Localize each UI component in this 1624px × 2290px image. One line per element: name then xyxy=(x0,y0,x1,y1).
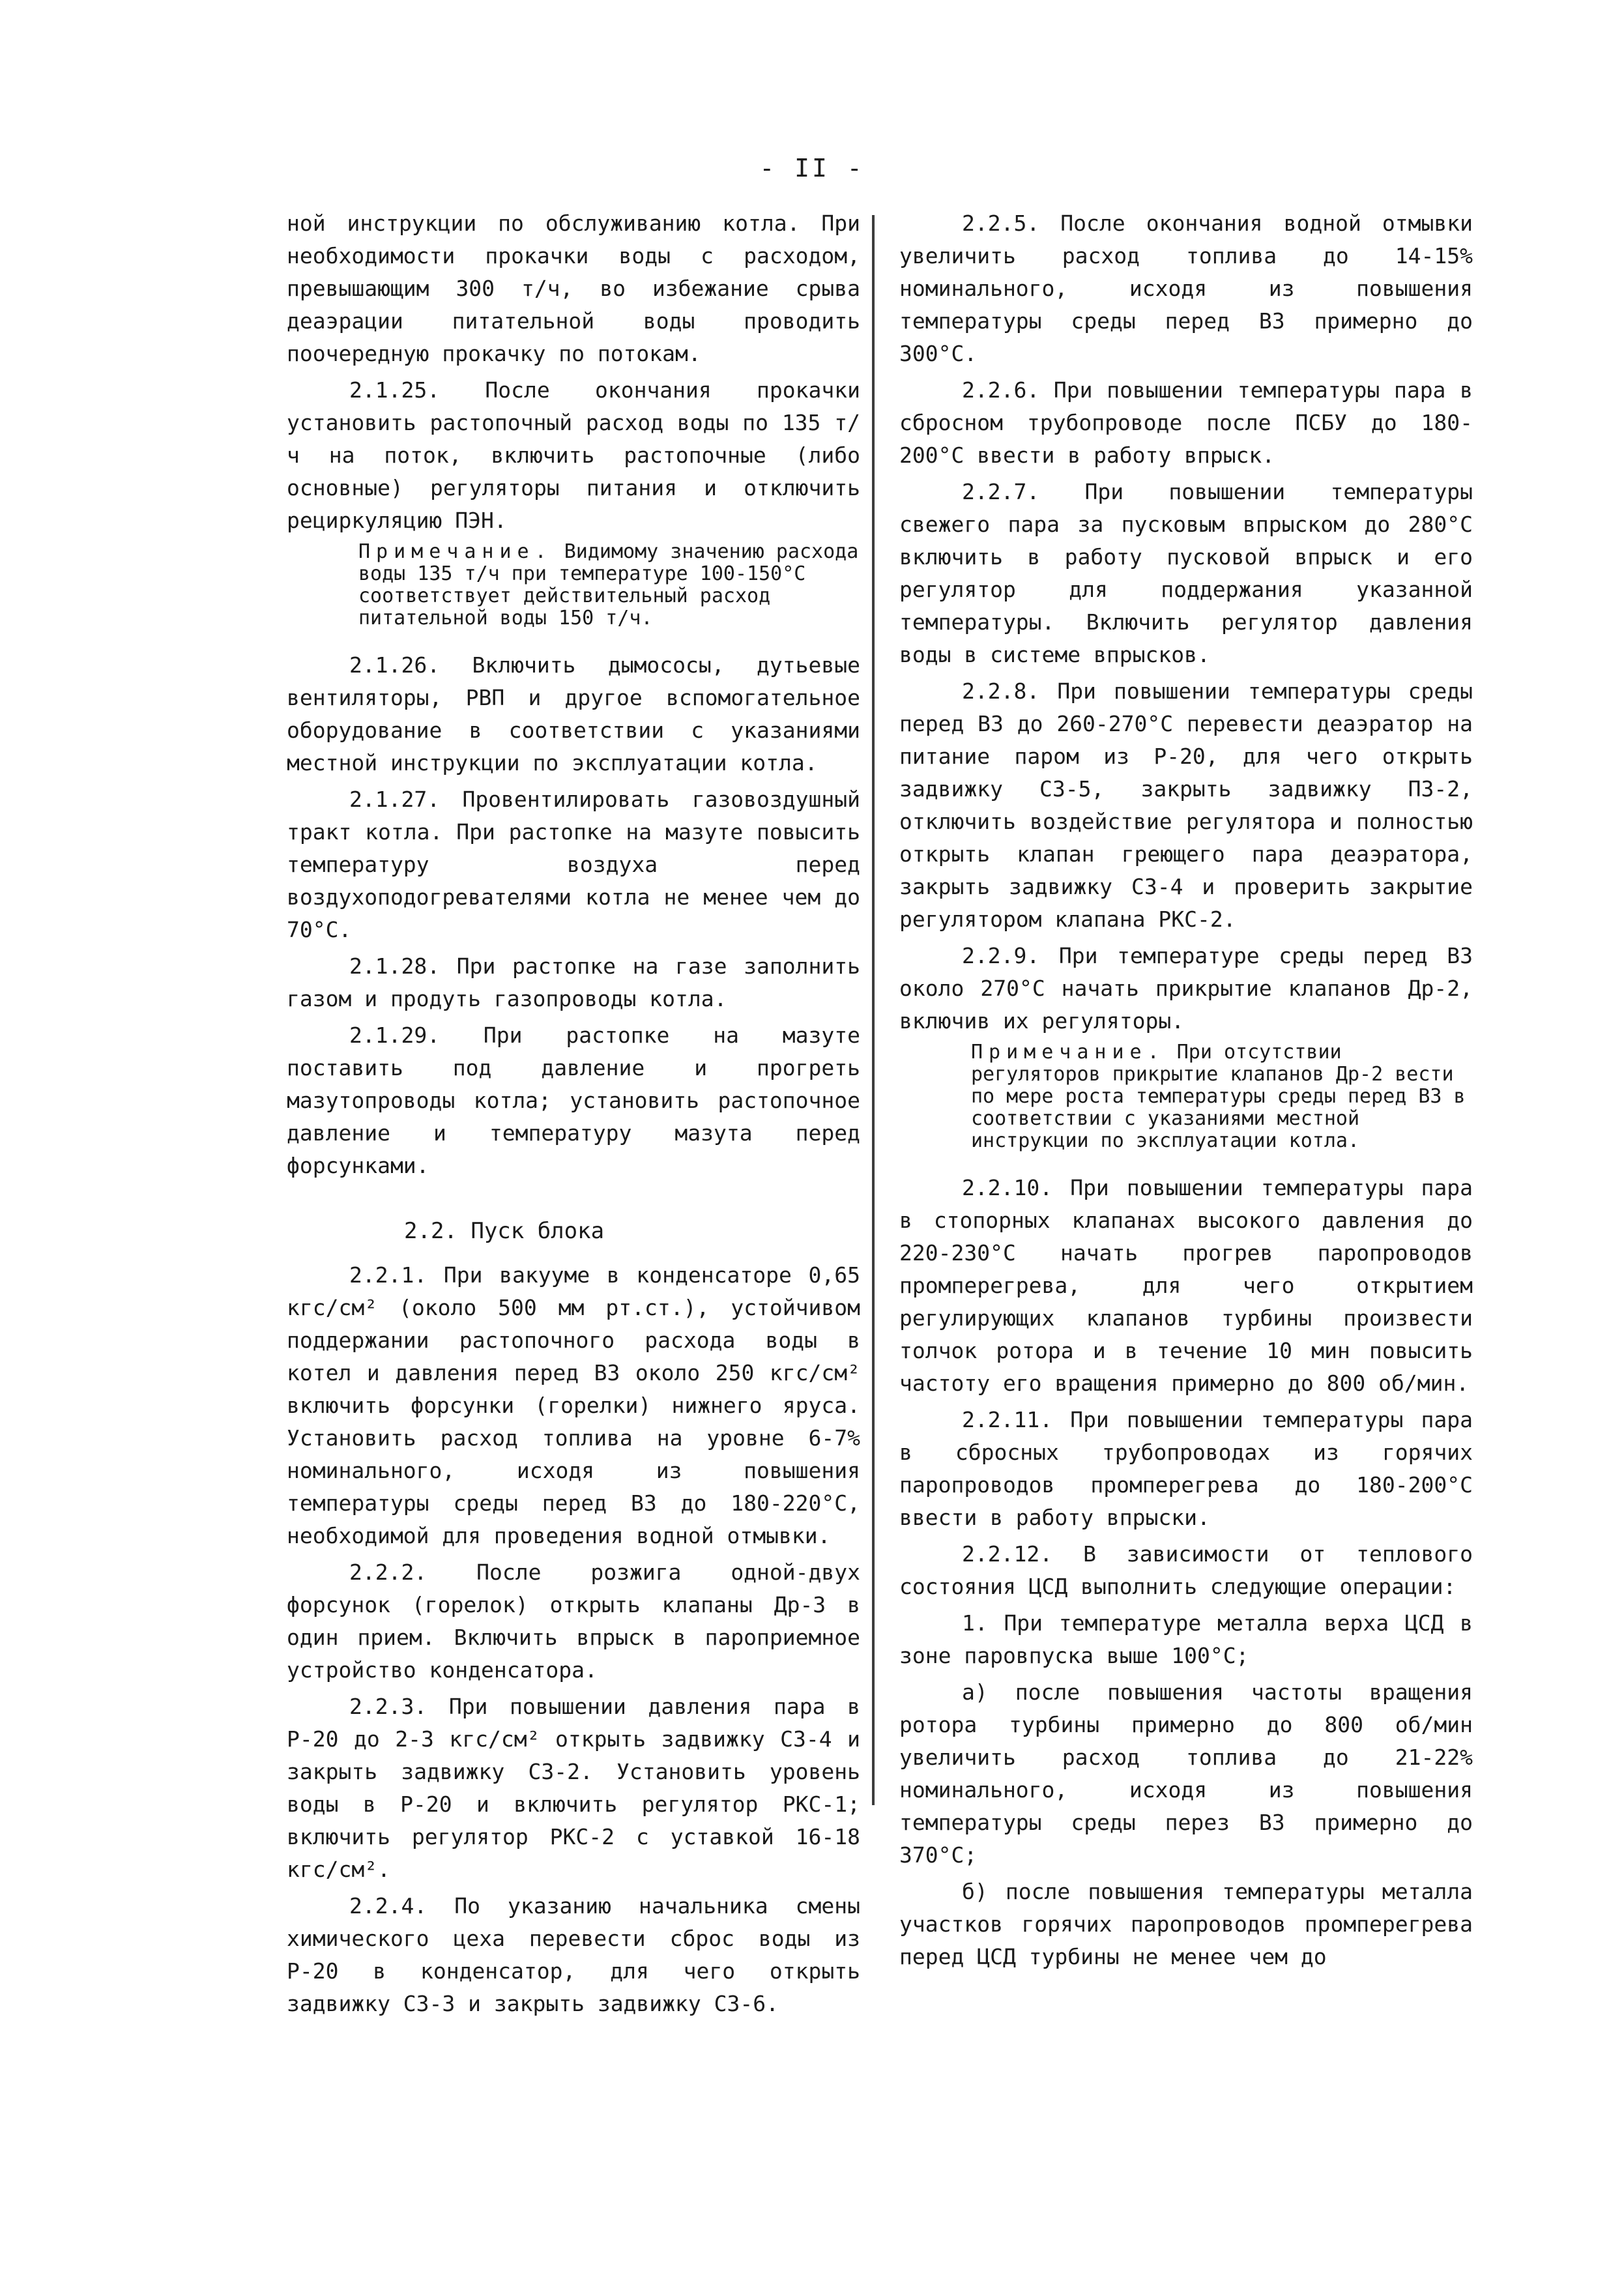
paragraph: 2.2.4. По указанию начальника смены химического цеха перевести сброс воды из Р-20 в конденсатор, для чего открыть задвижку СЗ-3 и закрыть задвижку СЗ-6. xyxy=(287,1893,860,2016)
paragraph: 2.2.9. При температуре среды перед ВЗ около 270°С начать прикрытие клапанов Др-2, включив их регуляторы. xyxy=(899,943,1473,1034)
paragraph: 2.2.1. При вакууме в конденсаторе 0,65 кгс/см² (около 500 мм рт.ст.), устойчивом поддержании растопочного расхода воды в котел и давления перед ВЗ около 250 кгс/см² включить форсунки (горелки) нижнего яруса. Установить расход топлива на уровне 6-7% номинального, исходя из повышения температуры среды перед ВЗ до 180-220°С, необходимой для проведения водной отмывки. xyxy=(287,1262,860,1548)
paragraph: 2.1.25. После окончания прокачки установить растопочный расход воды по 135 т/ч на поток, включить растопочные (либо основные) регуляторы питания и отключить рециркуляцию ПЭН. xyxy=(287,377,860,533)
paragraph: 2.2.10. При повышении температуры пара в стопорных клапанах высокого давления до 220-230°С начать прогрев паропроводов промперегрева, для чего открытием регулирующих клапанов турбины произвести толчок ротора и в течение 10 мин повысить частоту его вращения примерно до 800 об/мин. xyxy=(899,1175,1473,1396)
paragraph: 2.2.7. При повышении температуры свежего пара за пусковым впрыском до 280°С включить в работу пусковой впрыск и его регулятор для поддержания указанной температуры. Включить регулятор давления воды в системе впрысков. xyxy=(899,479,1473,667)
paragraph: б) после повышения температуры металла участков горячих паропроводов промперегрева перед ЦСД турбины не менее чем до xyxy=(899,1879,1473,1969)
note-text: Видимому значению расхода воды 135 т/ч при температуре 100-150°С соответствует действительный расход питательной воды 150 т/ч. xyxy=(358,540,859,630)
note xyxy=(358,541,860,630)
right-column xyxy=(899,207,1473,1977)
section-heading: 2.2. Пуск блока xyxy=(404,1218,605,1244)
paragraph: а) после повышения частоты вращения ротора турбины примерно до 800 об/мин увеличить расход топлива до 21-22% номинального, исходя из повышения температуры среды перез ВЗ примерно до 370°С; xyxy=(899,1679,1473,1868)
note-label: Примечание. xyxy=(358,540,553,563)
note xyxy=(971,1041,1473,1152)
paragraph: 1. При температуре металла верха ЦСД в зоне паровпуска выше 100°С; xyxy=(899,1610,1473,1668)
paragraph: 2.1.26. Включить дымососы, дутьевые вентиляторы, РВП и другое вспомогательное оборудование в соответствии с указаниями местной инструкции по эксплуатации котла. xyxy=(287,652,860,775)
paragraph: 2.2.11. При повышении температуры пара в сбросных трубопроводах из горячих паропроводов промперегрева до 180-200°С ввести в работу впрыски. xyxy=(899,1407,1473,1530)
note-text: При отсутствии регуляторов прикрытие клапанов Др-2 вести по мере роста температуры среды перед ВЗ в соответствии с указаниями местной инструкции по эксплуатации котла. xyxy=(971,1041,1466,1152)
paragraph: 2.2.12. В зависимости от теплового состояния ЦСД выполнить следующие операции: xyxy=(899,1541,1473,1599)
page-number: - II - xyxy=(759,154,865,182)
left-column xyxy=(287,207,860,2024)
note-label: Примечание. xyxy=(971,1041,1165,1064)
paragraph: 2.2.8. При повышении температуры среды перед ВЗ до 260-270°С перевести деаэратор на питание паром из Р-20, для чего открыть задвижку СЗ-5, закрыть задвижку ПЗ-2, отключить воздействие регулятора и полностью открыть клапан греющего пара деаэратора, закрыть задвижку СЗ-4 и проверить закрытие регулятором клапана РКС-2. xyxy=(899,678,1473,932)
paragraph: ной инструкции по обслуживанию котла. При необходимости прокачки воды с расходом, превышающим 300 т/ч, во избежание срыва деаэрации питательной воды проводить поочередную прокачку по потокам. xyxy=(287,210,860,366)
column-divider xyxy=(872,215,875,1805)
paragraph: 2.2.3. При повышении давления пара в Р-20 до 2-3 кгс/см² открыть задвижку СЗ-4 и закрыть задвижку СЗ-2. Установить уровень воды в Р-20 и включить регулятор РКС-1; включить регулятор РКС-2 с уставкой 16-18 кгс/см². xyxy=(287,1694,860,1882)
paragraph: 2.2.2. После розжига одной-двух форсунок (горелок) открыть клапаны Др-3 в один прием. Включить впрыск в пароприемное устройство конденсатора. xyxy=(287,1559,860,1683)
paragraph: 2.2.5. После окончания водной отмывки увеличить расход топлива до 14-15% номинального, исходя из повышения температуры среды перед ВЗ примерно до 300°С. xyxy=(899,210,1473,366)
paragraph: 2.1.28. При растопке на газе заполнить газом и продуть газопроводы котла. xyxy=(287,953,860,1011)
paragraph: 2.2.6. При повышении температуры пара в сбросном трубопроводе после ПСБУ до 180-200°С ввести в работу впрыск. xyxy=(899,377,1473,468)
paragraph: 2.1.27. Провентилировать газовоздушный тракт котла. При растопке на мазуте повысить температуру воздуха перед воздухоподогревателями котла не менее чем до 70°С. xyxy=(287,787,860,942)
paragraph: 2.1.29. При растопке на мазуте поставить под давление и прогреть мазутопроводы котла; установить растопочное давление и температуру мазута перед форсунками. xyxy=(287,1022,860,1178)
